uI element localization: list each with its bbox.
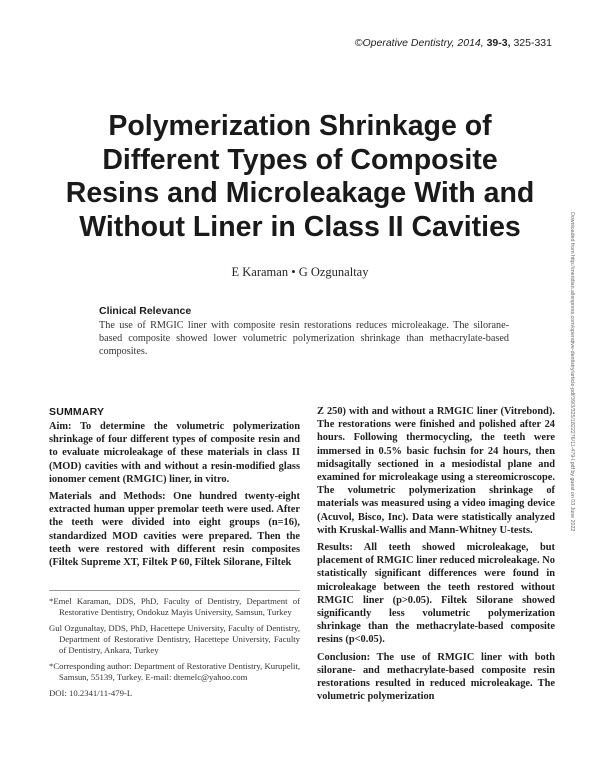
clinical-relevance-heading: Clinical Relevance [99,305,192,317]
right-column [317,405,555,703]
footnote-divider [49,590,300,591]
page-range: 325-331 [513,37,552,49]
footnote-item: *Corresponding author: Department of Restorative Dentistry, Kurupelit, Samsun, 55139, Turkey. E-mail: dtemelc@yahoo.com [49,661,300,682]
summary-heading: SUMMARY [49,406,105,418]
aim-paragraph: Aim: To determine the volumetric polymerization shrinkage of four different types of composite resin and to evaluate microleakage of these materials in class II (MOD) cavities with and without a resin-modified glass ionomer cement (RMGIC) liner, in vitro. [49,421,300,485]
conclusion-paragraph: Conclusion: The use of RMGIC liner with both silorane- and methacrylate-based composite resin restorations resulted in reduced microleakage. The volumetric polymerization [317,651,555,703]
title-line: Different Types of Composite [102,143,498,176]
volume-issue: 39-3, [486,37,511,49]
methods-paragraph: Materials and Methods: One hundred twenty-eight extracted human upper premolar teeth were used. After the teeth were divided into eight groups (n=16), standardized MOD cavities were prepared. Then the teeth were restored with different resin composites (Filtek Supreme XT, Filtek P 60, Filtek Silorane, Filtek [49,491,300,569]
journal-citation [355,37,552,49]
title-line: Resins and Microleakage With and [65,177,535,209]
download-watermark [569,212,585,592]
journal-name: ©Operative Dentistry, 2014, [354,37,484,49]
authors: E Karaman • G Ozgunaltay [231,265,369,279]
footnote-item: *Emel Karaman, DDS, PhD, Faculty of Dentistry, Department of Restorative Dentistry, Ondokuz Mayis University, Samsun, Turkey [49,596,300,617]
footnotes [49,596,300,699]
doi: DOI: 10.2341/11-479-L [49,688,133,698]
results-paragraph: Results: All teeth showed microleakage, but placement of RMGIC liner reduced microleakage. No statistically significant differences were found in microleakage between the teeth restored without RMGIC liner (p>0.05). Filtek Silorane showed significantly less volumetric polymerization shrinkage than the methacrylate-based composite resins (p<0.05). [317,542,555,646]
footnote-item: Gul Ozgunaltay, DDS, PhD, Hacettepe University, Faculty of Dentistry, Department of Restorative Dentistry, Hacettepe University, Faculty of Dentistry, Ankara, Turkey [49,623,300,655]
clinical-relevance-text: The use of RMGIC liner with composite resin restorations reduces microleakage. The silorane-based composite showed lower volumetric polymerization shrinkage than methacrylate-based composites. [99,320,509,357]
left-column [49,406,300,569]
title-line: Polymerization Shrinkage of [108,110,492,142]
article-title [60,110,540,244]
methods-continued-paragraph: Z 250) with and without a RMGIC liner (Vitrebond). The restorations were finished and polished after 24 hours. Following thermocycling, the teeth were immersed in 0.5% basic fuchsin for 24 hours, then midsagitally sectioned in a mesiodistal plane and examined for microleakage using a stereomicroscope. The volumetric polymerization shrinkage of materials was measured using a video imaging device (Acuvol, Bisco, Inc). Data were statistically analyzed with Kruskal-Wallis and Mann-Whitney U-tests. [317,406,555,536]
download-watermark-text: Downloaded from http://meridian.allenpress.com/operative-dentistry/article-pdf/39/3/325/1822276/11-479-l.pdf by guest on 03 June 2022 [569,212,575,532]
title-line: Without Liner in Class II Cavities [79,210,521,243]
